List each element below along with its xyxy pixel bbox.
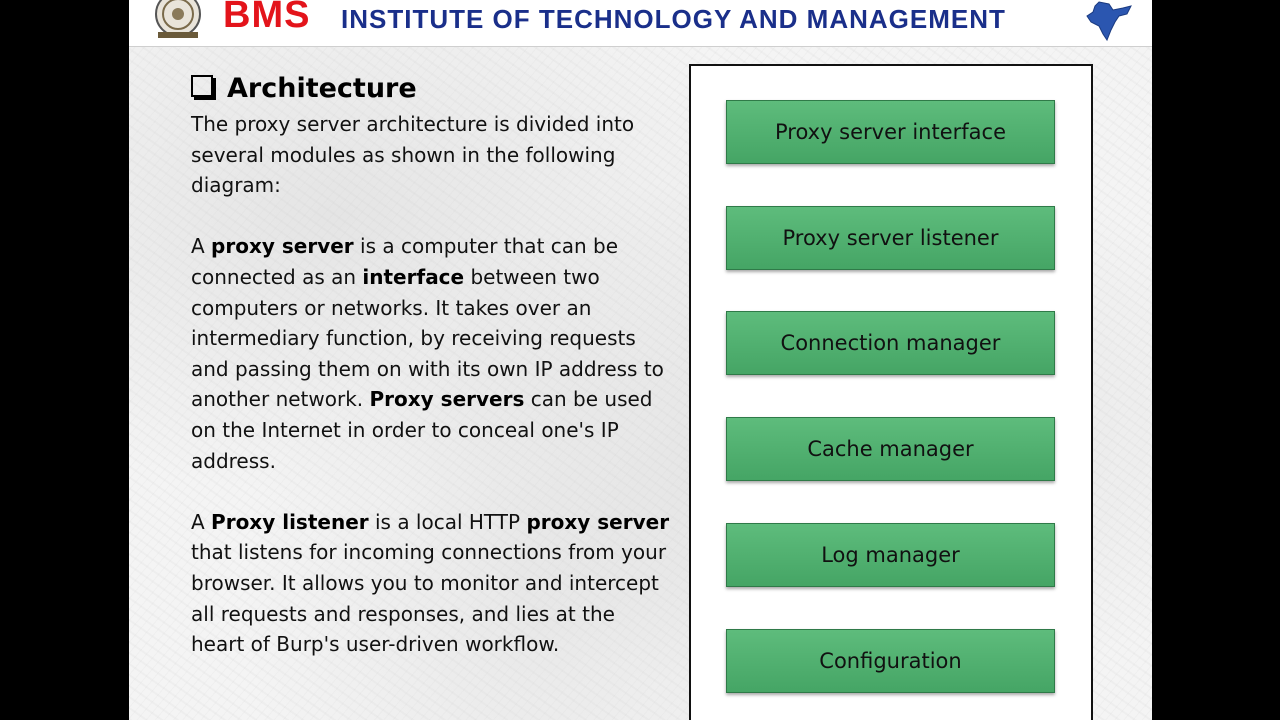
checkbox-bullet-icon: [191, 75, 213, 97]
architecture-diagram: [689, 64, 1093, 720]
module-connection-manager: Connection manager: [726, 311, 1055, 375]
module-proxy-server-interface: Proxy server interface: [726, 100, 1055, 164]
header-banner: [129, 0, 1152, 47]
india-map-icon: [1079, 0, 1135, 44]
college-emblem-icon: [150, 0, 206, 40]
module-cache-manager: Cache manager: [726, 417, 1055, 481]
module-configuration: Configuration: [726, 629, 1055, 693]
module-log-manager: Log manager: [726, 523, 1055, 587]
heading-text: Architecture: [227, 72, 417, 104]
intro-paragraph: The proxy server architecture is divided into several modules as shown in the following diagram:: [191, 112, 635, 198]
proxy-listener-paragraph: A Proxy listener is a local HTTP proxy server that listens for incoming connections from your browser. It allows you to monitor and intercept all requests and responses, and lies at the heart of Burp's user-driven workflow.: [191, 509, 670, 657]
module-proxy-server-listener: Proxy server listener: [726, 206, 1055, 270]
institution-name: INSTITUTE OF TECHNOLOGY AND MANAGEMENT: [341, 4, 1006, 34]
slide-body: [191, 109, 671, 660]
section-heading: [191, 70, 417, 106]
slide: [129, 0, 1152, 720]
proxy-server-paragraph: A proxy server is a computer that can be connected as an interface between two computers or networks. It takes over an intermediary function, by receiving requests and passing them on with its own IP address to another network. Proxy servers can be used on the Internet in order to conceal one's IP address.: [191, 234, 664, 473]
brand-name: BMS: [223, 0, 311, 36]
